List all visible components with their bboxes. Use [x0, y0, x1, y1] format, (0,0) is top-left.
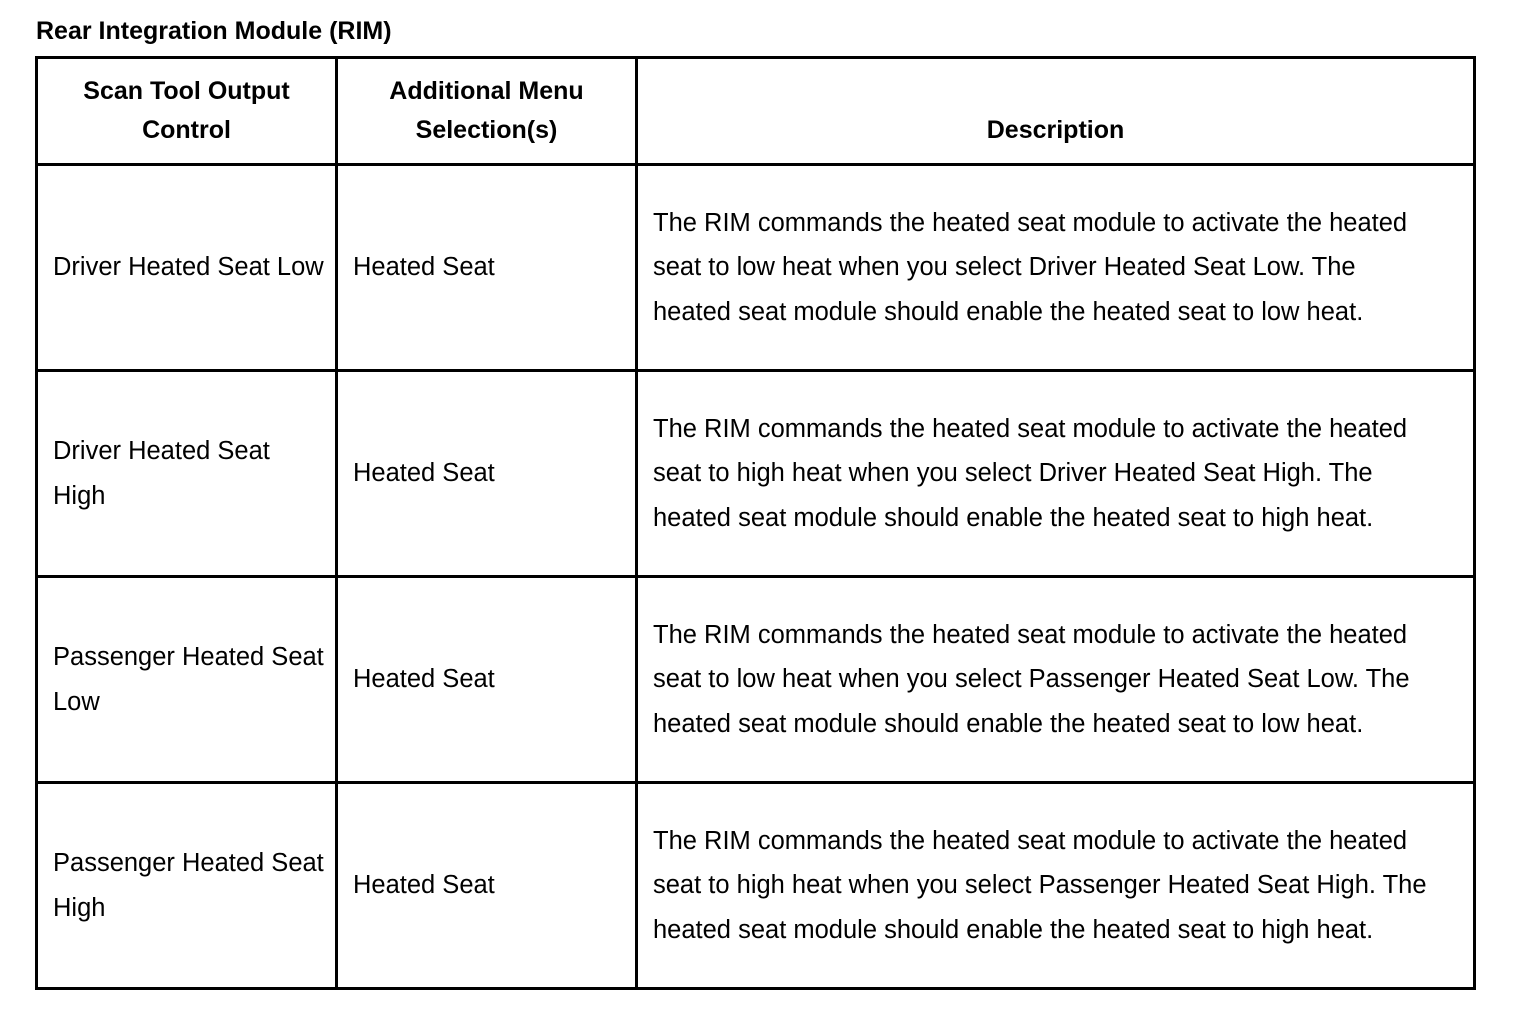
menu-selection-cell: Heated Seat — [337, 577, 637, 783]
table-row — [37, 577, 1475, 783]
description-cell: The RIM commands the heated seat module to activate the heated seat to high heat when you select Driver Heated Seat High. The heated seat module should enable the heated seat to high heat. — [637, 371, 1475, 577]
output-control-cell: Driver Heated Seat Low — [37, 165, 337, 371]
description-cell: The RIM commands the heated seat module to activate the heated seat to high heat when you select Passenger Heated Seat High. The heated seat module should enable the heated seat to high heat. — [637, 783, 1475, 989]
output-control-cell: Passenger Heated Seat High — [37, 783, 337, 989]
menu-selection-cell: Heated Seat — [337, 371, 637, 577]
output-control-cell: Driver Heated Seat High — [37, 371, 337, 577]
description-cell: The RIM commands the heated seat module to activate the heated seat to low heat when you select Driver Heated Seat Low. The heated seat module should enable the heated seat to low heat. — [637, 165, 1475, 371]
description-cell: The RIM commands the heated seat module to activate the heated seat to low heat when you select Passenger Heated Seat Low. The heated seat module should enable the heated seat to low heat. — [637, 577, 1475, 783]
table-row — [37, 371, 1475, 577]
page-title: Rear Integration Module (RIM) — [36, 17, 392, 45]
table-row — [37, 165, 1475, 371]
header-scan-tool-output-control: Scan Tool Output Control — [37, 58, 337, 165]
table-header-row — [37, 58, 1475, 165]
menu-selection-cell: Heated Seat — [337, 165, 637, 371]
header-additional-menu-selections: Additional Menu Selection(s) — [337, 58, 637, 165]
rim-output-control-table — [35, 56, 1476, 990]
output-control-cell: Passenger Heated Seat Low — [37, 577, 337, 783]
menu-selection-cell: Heated Seat — [337, 783, 637, 989]
header-description: Description — [637, 58, 1475, 165]
table-row — [37, 783, 1475, 989]
